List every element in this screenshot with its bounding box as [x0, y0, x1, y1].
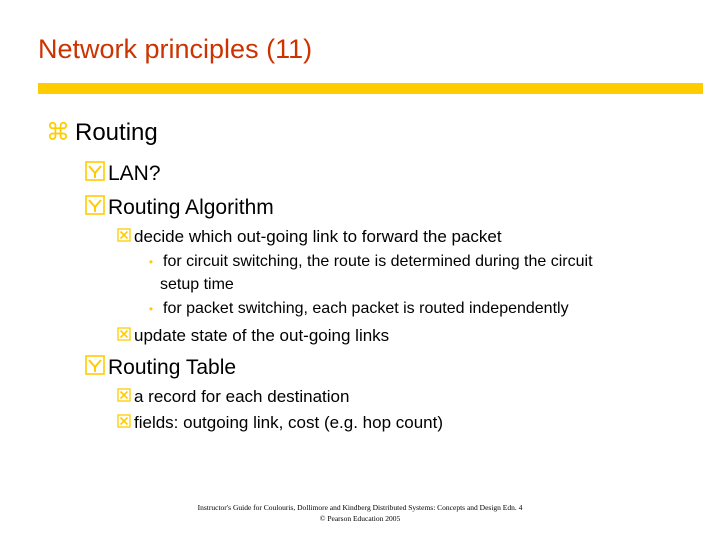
bullet-record-destination: [117, 387, 349, 407]
bullet-circuit-switching-continuation: setup time: [160, 276, 234, 293]
dot-bullet-icon: •: [148, 255, 154, 269]
bullet-circuit-switching-label: for circuit switching, the route is determined during the circuit: [163, 253, 593, 270]
bullet-routing-label: Routing: [75, 118, 158, 146]
bullet-decide-link: [117, 227, 502, 247]
bullet-lan-label: LAN?: [108, 162, 161, 185]
bullet-routing-table-label: Routing Table: [108, 356, 237, 379]
footer-copyright: © Pearson Education 2005: [319, 514, 401, 523]
xbox-bullet-icon: [117, 228, 131, 247]
bullet-routing-table: [84, 355, 236, 381]
bullet-decide-link-label: decide which out-going link to forward the packet: [134, 227, 502, 246]
bullet-fields: [117, 413, 443, 433]
bullet-circuit-switching: [142, 253, 593, 271]
title-underline-bar: [38, 83, 703, 94]
ychar-bullet-icon: [84, 355, 105, 381]
xbox-bullet-icon: [117, 327, 131, 346]
bullet-record-destination-label: a record for each destination: [134, 387, 350, 406]
bullet-routing-algorithm: [84, 195, 274, 221]
bullet-routing-algorithm-label: Routing Algorithm: [108, 196, 274, 219]
slide-title: Network principles (11): [38, 34, 313, 64]
xbox-bullet-icon: [117, 414, 131, 433]
bullet-fields-label: fields: outgoing link, cost (e.g. hop count): [134, 413, 444, 432]
dot-bullet-icon: •: [148, 302, 154, 316]
bullet-routing: [44, 118, 158, 147]
bullet-update-state: [117, 326, 389, 346]
footer-credit: Instructor's Guide for Coulouris, Dollimore and Kindberg Distributed Systems: Concepts and Design Edn. 4: [197, 503, 523, 512]
ychar-bullet-icon: [84, 161, 105, 187]
bullet-update-state-label: update state of the out-going links: [134, 326, 390, 345]
ychar-bullet-icon: [84, 195, 105, 221]
command-bullet-icon: ⌘: [46, 119, 70, 146]
bullet-lan: [84, 161, 161, 187]
bullet-packet-switching: [142, 300, 569, 318]
bullet-packet-switching-label: for packet switching, each packet is routed independently: [163, 300, 569, 317]
xbox-bullet-icon: [117, 388, 131, 407]
